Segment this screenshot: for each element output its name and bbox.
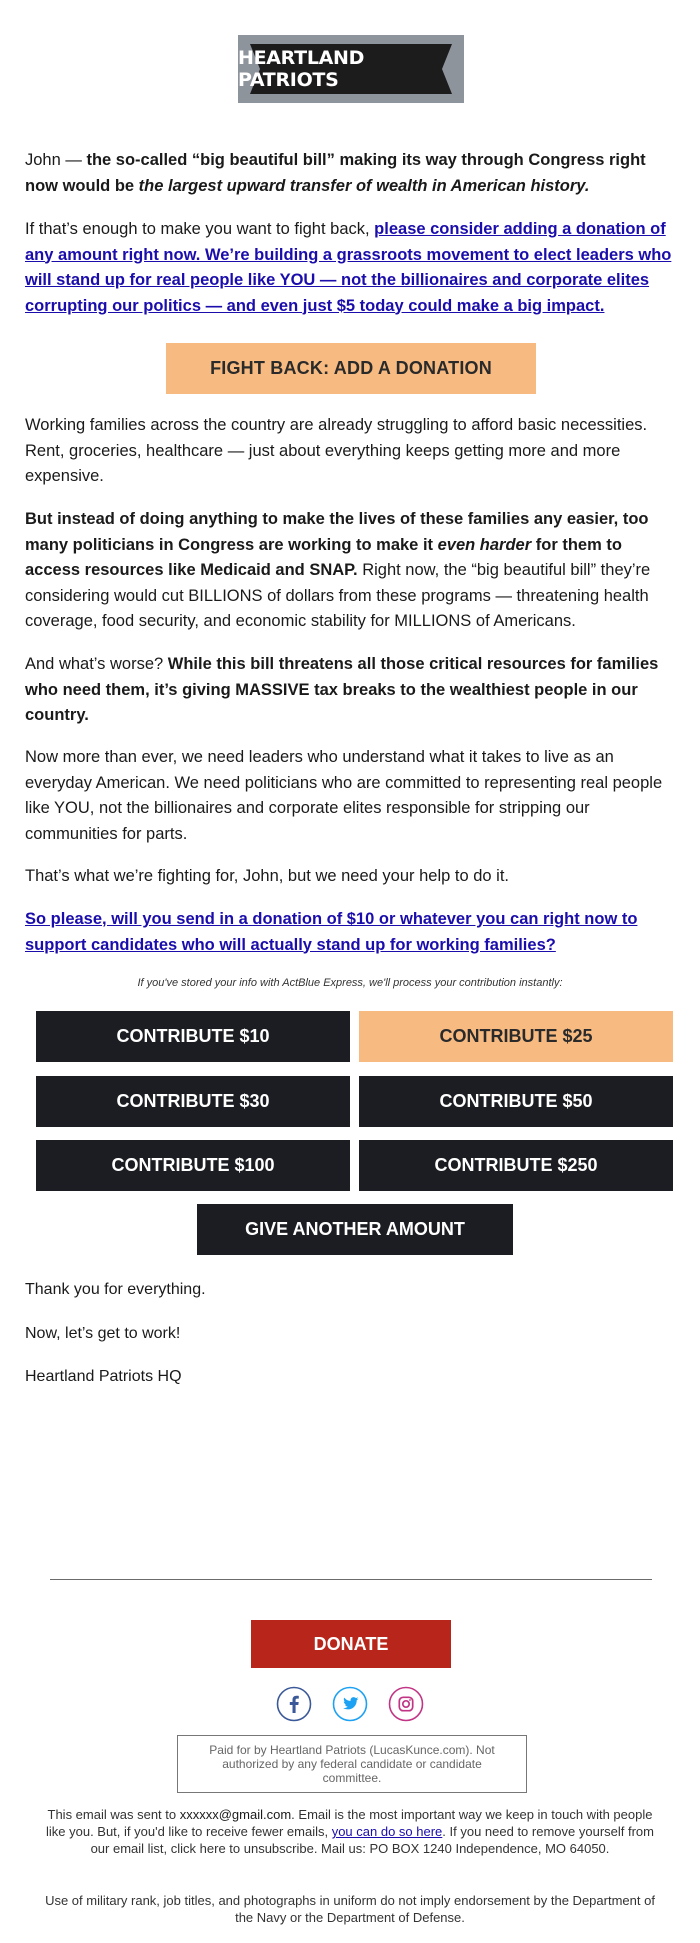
intro-bold: the so-called “big beautiful bill” making its way through Congress right now would be [25,151,646,195]
donate-ask-link[interactable]: So please, will you send in a donation of $10 or whatever you can right now to support candidates who will actually stand up for working families? [25,910,638,954]
paid-for-by-box: Paid for by Heartland Patriots (LucasKunce.com). Not authorized by any federal candidate or candidate committee. [177,1735,527,1793]
contribute-10-button[interactable]: CONTRIBUTE $10 [36,1011,350,1062]
military-disclaimer: Use of military rank, job titles, and photographs in uniform do not imply endorsement by the Department of the Navy or the Department of Defense. [45,1893,655,1925]
intro-bold-italic: the largest upward transfer of wealth in American history. [138,176,590,195]
fighting-paragraph: That’s what we’re fighting for, John, but we need your help to do it. [25,867,509,885]
salutation: John — [25,151,87,169]
heartland-patriots-logo [238,35,464,103]
fewer-emails-link[interactable]: you can do so here [331,1824,443,1839]
politicians-paragraph [25,507,675,635]
footer-sent-mid: . Email is the most important way we keep in touch with people like you. But, if you'd like to receive fewer emails, [45,1807,653,1839]
contribute-25-button[interactable]: CONTRIBUTE $25 [359,1011,673,1062]
signoff-text: Heartland Patriots HQ [25,1368,182,1385]
footer-divider [50,1579,652,1580]
logo-text: HEARTLAND PATRIOTS [238,47,365,91]
donation-link[interactable]: please consider adding a donation of any amount right now. We’re building a grassroots movement to elect leaders who will stand up for real people like YOU — not the billionaires and corporate elites corrupting our politics — and even just $5 today could make a big impact. [25,220,672,315]
politicians-bold-a: But instead of doing anything to make the lives of these families any easier, too many politicians in Congress are working to make it [25,510,649,554]
get-to-work-text: Now, let’s get to work! [25,1325,181,1342]
politicians-bold-italic: even harder [437,535,532,554]
footer-sent-lead: This email was sent to [47,1807,180,1822]
actblue-express-note: If you've stored your info with ActBlue Express, we'll process your contribution instantly: [137,977,563,989]
intro-paragraph [25,148,675,199]
worse-lead: And what’s worse? [25,655,168,673]
contribute-50-button[interactable]: CONTRIBUTE $50 [359,1076,673,1127]
contribute-250-button[interactable]: CONTRIBUTE $250 [359,1140,673,1191]
ask-lead: If that’s enough to make you want to fight back, [25,220,375,238]
worse-bold: While this bill threatens all those critical resources for families who need them, it’s giving MASSIVE tax breaks to the wealthiest people in our country. [25,655,659,724]
politicians-bold-b: for them to access resources like Medicaid and SNAP. [25,535,622,579]
ask-paragraph [25,217,675,319]
thanks-text: Thank you for everything. [25,1281,206,1298]
footer-sent-tail: . If you need to remove yourself from our email list, click here to unsubscribe. Mail us: PO BOX 1240 Independence, MO 64050. [90,1824,654,1856]
twitter-icon[interactable] [332,1686,368,1722]
contribute-30-button[interactable]: CONTRIBUTE $30 [36,1076,350,1127]
give-another-amount-button[interactable]: GIVE ANOTHER AMOUNT [197,1204,513,1255]
ask-again-paragraph [25,907,675,958]
politicians-rest: Right now, the “big beautiful bill” they’re considering would cut BILLIONS of dollars from these programs — threatening health coverage, food security, and economic stability for MILLIONS of Americans. [25,561,651,630]
donate-button[interactable]: DONATE [251,1620,451,1668]
instagram-icon[interactable] [388,1686,424,1722]
fight-back-donate-button[interactable]: FIGHT BACK: ADD A DONATION [166,343,536,394]
leaders-paragraph: Now more than ever, we need leaders who understand what it takes to live as an everyday American. We need politicians who are committed to representing real people like YOU, not the billionaires and corporate elites responsible for stripping our communities for parts. [25,748,663,843]
facebook-icon[interactable] [276,1686,312,1722]
worse-paragraph [25,652,675,729]
contribute-100-button[interactable]: CONTRIBUTE $100 [36,1140,350,1191]
recipient-email: xxxxxx@gmail.com [179,1807,292,1822]
footer-sent-text [40,1806,660,1857]
families-paragraph: Working families across the country are already struggling to afford basic necessities. Rent, groceries, healthcare — just about everything keeps getting more and more expensive. [25,416,648,485]
